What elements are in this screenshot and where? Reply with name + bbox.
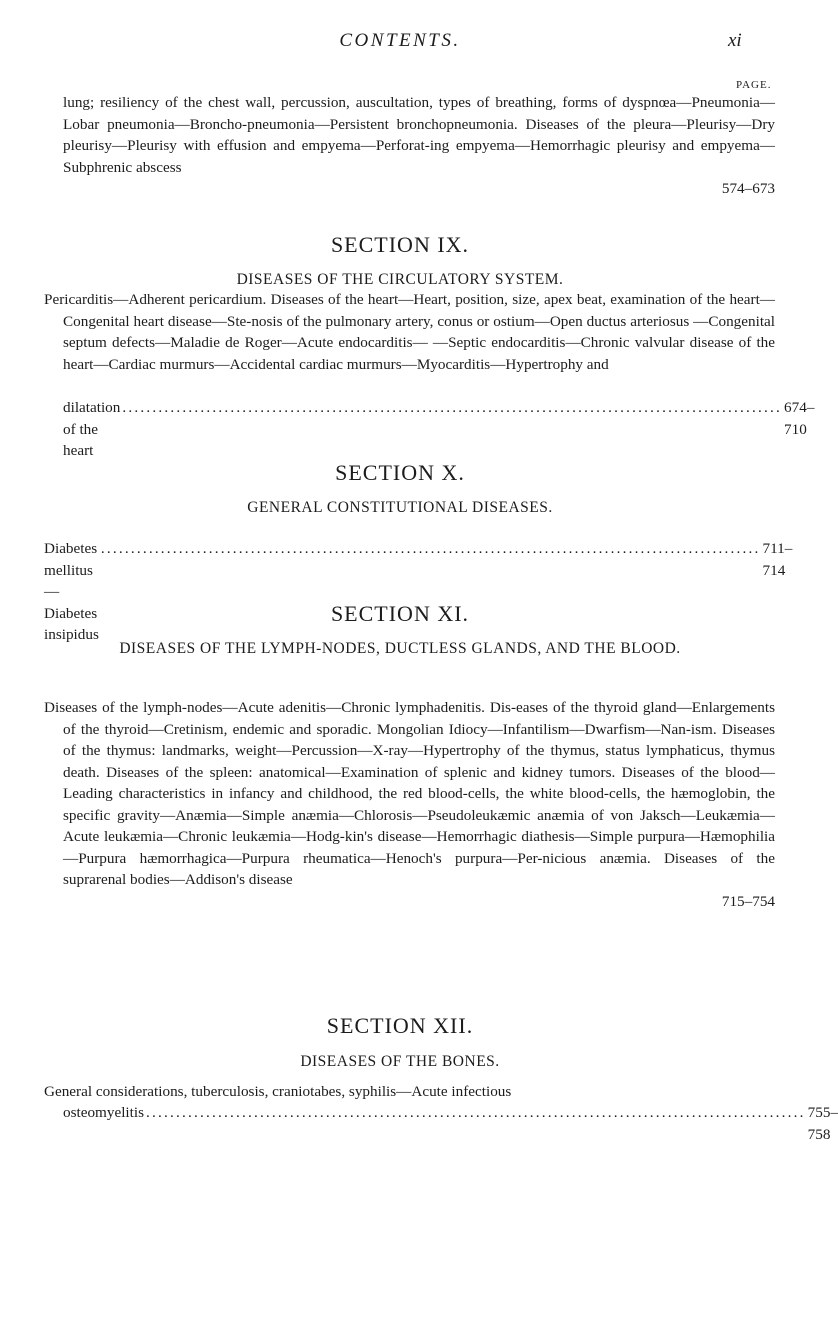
entry-text: Pericarditis—Adherent pericardium. Diseases of the heart—Heart, position, size, apex beat, examination of the heart—Congenital heart disease—Ste-nosis of the pulmonary artery, conus or ostium—Open ductus arteriosus —Congenital septum defects—Maladie de Roger—Acute endocarditis— —Septic endocarditis—Chronic valvular disease of the heart—Cardiac murmurs—Accidental cardiac murmurs—Myocarditis—Hypertrophy and xyxy=(44,291,775,373)
section-subtitle-ix: DISEASES OF THE CIRCULATORY SYSTEM. xyxy=(236,271,564,288)
entry-text: osteomyelitis xyxy=(63,1104,144,1121)
section-heading-x: SECTION X. xyxy=(335,460,465,485)
entry-text: General considerations, tuberculosis, craniotabes, syphilis—Acute infectious xyxy=(44,1083,512,1100)
entry-pages: 574–673 xyxy=(721,180,775,197)
contents-entry-lymph-blood xyxy=(44,697,775,912)
contents-entry-circulatory xyxy=(44,289,775,375)
page-column-label: PAGE. xyxy=(736,79,772,91)
entry-text: Diseases of the lymph-nodes—Acute adenitis—Chronic lymphadenitis. Dis-eases of the thyroid gland—Enlargements of the thyroid—Cretinism, endemic and sporadic. Mongolian Idiocy—Infantilism—Dwarfism—Nan-ism. Diseases of the thymus: landmarks, weight—Percussion—X-ray—Hypertrophy of the thymus, status lymphaticus, thymus death. Diseases of the spleen: anatomical—Examination of splenic and kidney tumors. Diseases of the blood—Leading characteristics in infancy and childhood, the red blood-cells, the white blood-cells, the hæmoglobin, the specific gravity—Anæmia—Simple anæmia—Chlorosis—Pseudoleukæmic anæmia of von Jaksch—Leukæmia—Acute leukæmia—Chronic leukæmia—Hodg-kin's disease—Hemorrhagic diathesis—Simple purpura—Hæmophilia—Purpura hæmorrhagica—Purpura rheumatica—Henoch's purpura—Per-nicious anæmia. Diseases of the suprarenal bodies—Addison's disease xyxy=(44,699,775,888)
section-subtitle-xi: DISEASES OF THE LYMPH-NODES, DUCTLESS GLANDS, AND THE BLOOD. xyxy=(119,640,681,657)
entry-text: lung; resiliency of the chest wall, percussion, auscultation, types of breathing, forms of dyspnœa—Pneumonia—Lobar pneumonia—Broncho-pneumonia—Persistent bronchopneumonia. Diseases of the pleura—Pleurisy—Dry pleurisy—Pleurisy with effusion and empyema—Perforat-ing empyema—Hemorrhagic pleurisy and empyema—Subphrenic abscess xyxy=(63,94,775,176)
dot-leader: .............................................................................................................. xyxy=(100,540,761,557)
section-subtitle-x: GENERAL CONSTITUTIONAL DISEASES. xyxy=(247,499,553,516)
section-heading-xii: SECTION XII. xyxy=(326,1013,474,1038)
entry-text: dilatation of the heart xyxy=(63,399,121,459)
contents-entry-constitutional xyxy=(44,538,793,646)
contents-entry-circulatory-last-line xyxy=(63,397,815,462)
running-head: CONTENTS. xyxy=(339,30,461,51)
contents-entry-bones-last-line xyxy=(63,1102,838,1145)
entry-text: Diabetes mellitus—Diabetes insipidus xyxy=(44,540,99,643)
contents-entry-lung xyxy=(44,92,775,200)
page-number: xi xyxy=(728,30,742,51)
entry-pages: 711–714 xyxy=(762,540,793,579)
entry-pages: 674–710 xyxy=(784,399,815,438)
contents-entry-bones xyxy=(44,1081,775,1103)
section-subtitle-xii: DISEASES OF THE BONES. xyxy=(300,1053,500,1070)
section-heading-xi: SECTION XI. xyxy=(330,601,470,626)
entry-pages: 755–758 xyxy=(807,1104,838,1143)
section-heading-ix: SECTION IX. xyxy=(330,232,470,257)
entry-pages: 715–754 xyxy=(721,892,775,910)
dot-leader: .............................................................................................................. xyxy=(146,1104,806,1121)
dot-leader: .............................................................................................................. xyxy=(122,399,783,416)
